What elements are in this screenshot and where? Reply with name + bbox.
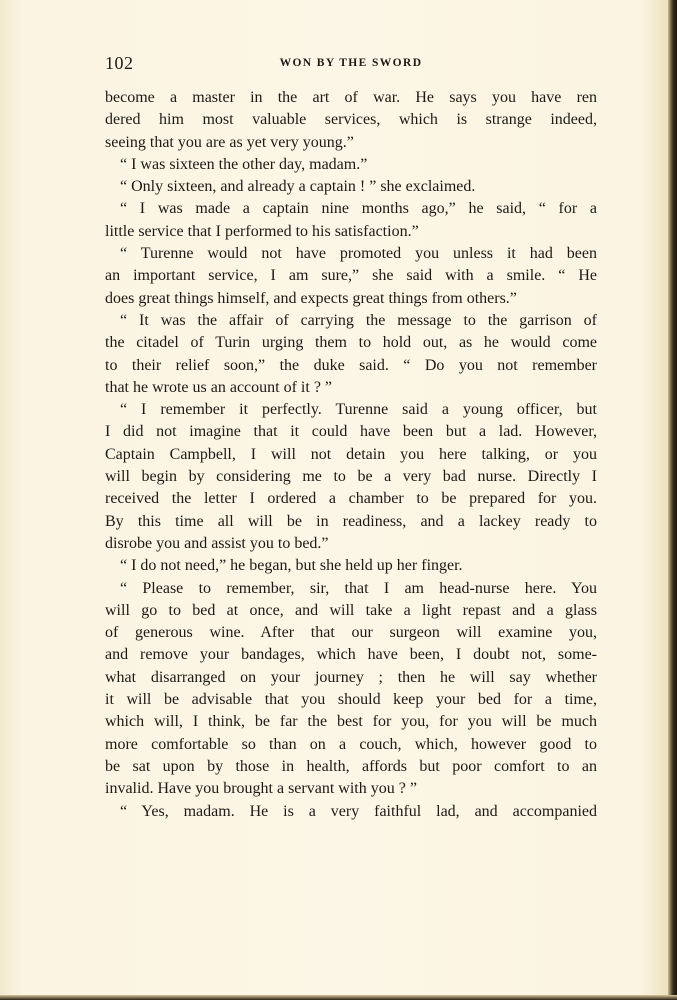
page-header [105,53,597,79]
text-line: will go to bed at once, and will take a light repast and a glass [105,601,597,619]
text-line: little service that I performed to his satisfaction.” [105,222,419,240]
text-line: become a master in the art of war. He says you have ren [105,89,597,106]
text-line: to their relief soon,” the duke said. “ Do you not remember [105,356,597,374]
text-line: which will, I think, be far the best for you, for you will be much [105,713,597,731]
text-line: the citadel of Turin urging them to hold out, as he would come [105,334,597,352]
text-line: of generous wine. After that our surgeon will examine you, [105,624,597,642]
text-line: disrobe you and assist you to bed.” [105,534,329,552]
page-number: 102 [105,53,134,73]
text-line: be sat upon by those in health, affords but poor comfort to an [105,757,597,775]
text-line: that he wrote us an account of it ? ” [105,378,333,396]
text-line: seeing that you are as yet very young.” [105,133,354,151]
text-line: and remove your bandages, which have been, I doubt not, some- [105,646,597,664]
text-line: By this time all will be in readiness, and a lackey ready to [105,512,597,530]
text-line: “ I do not need,” he began, but she held up her finger. [120,557,463,575]
text-line: “ Only sixteen, and already a captain ! ” she exclaimed. [120,178,476,196]
running-head: WON BY THE SWORD [279,57,423,69]
text-line: “ I was sixteen the other day, madam.” [120,155,368,173]
text-line: will begin by considering me to be a very bad nurse. Directly I [105,468,597,486]
text-line: invalid. Have you brought a servant with you ? ” [105,780,417,798]
text-line: “ It was the affair of carrying the message to the garrison of [120,311,597,329]
text-line: more comfortable so than on a couch, which, however good to [105,735,597,753]
text-line: Captain Campbell, I will not detain you here talking, or you [105,445,597,463]
text-line: received the letter I ordered a chamber to be prepared for you. [105,490,597,508]
text-line: “ I remember it perfectly. Turenne said a young officer, but [120,401,597,419]
text-line: an important service, I am sure,” she said with a smile. “ He [105,267,597,285]
page-bottom-edge [0,995,677,1000]
text-line: it will be advisable that you should keep your bed for a time, [105,691,597,709]
text-line: what disarranged on your journey ; then he will say whether [105,668,597,686]
text-line: dered him most valuable services, which is strange indeed, [105,111,597,129]
body-text [105,87,597,823]
text-line: “ I was made a captain nine months ago,” he said, “ for a [120,200,597,218]
text-line: “ Turenne would not have promoted you unless it had been [120,245,597,263]
book-spine-edge [668,0,677,1000]
text-line: does great things himself, and expects great things from others.” [105,289,517,307]
text-line: I did not imagine that it could have been but a lad. However, [105,423,597,441]
text-line: “ Yes, madam. He is a very faithful lad, and accompanied [120,802,597,820]
text-line: “ Please to remember, sir, that I am head-nurse here. You [120,579,597,597]
